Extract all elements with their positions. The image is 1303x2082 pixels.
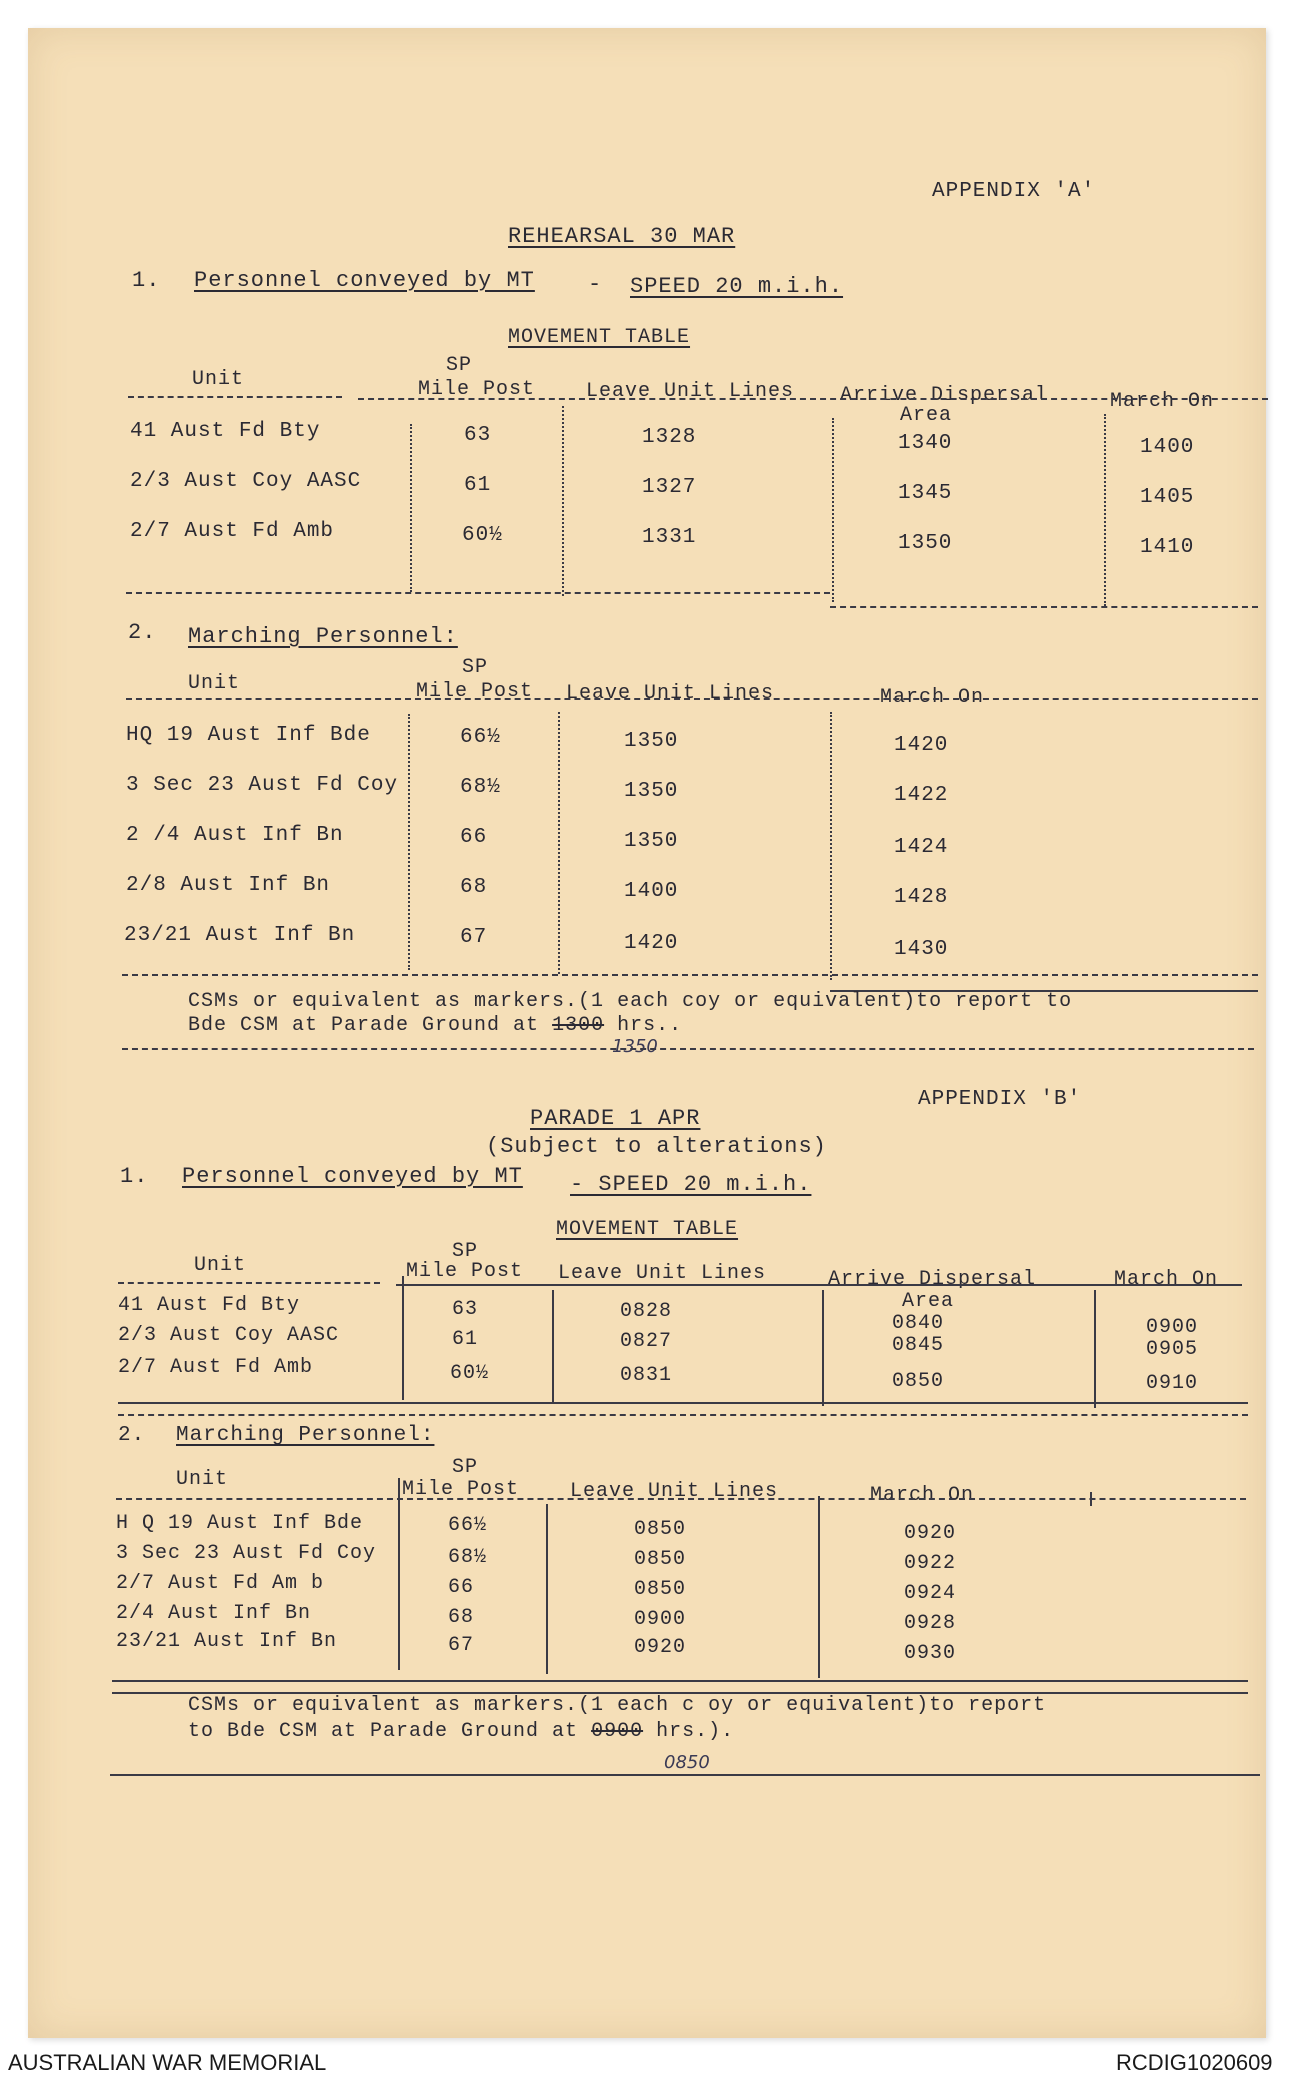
- a-s1-header-sp: SP: [446, 354, 473, 377]
- b-s2-col-sep-2: [546, 1504, 548, 1674]
- a-s1-row3-arrive: 1350: [898, 532, 953, 555]
- parade-heading: PARADE 1 APR: [530, 1106, 701, 1131]
- b-s2-row3-unit: 2/7 Aust Fd Am b: [116, 1572, 325, 1595]
- b-s2-row3-march: 0924: [904, 1582, 957, 1605]
- b-s1-row2-unit: 2/3 Aust Coy AASC: [118, 1324, 340, 1347]
- a-s2-row1-leave: 1350: [624, 730, 679, 753]
- a-s1-row2-march: 1405: [1140, 486, 1195, 509]
- b-s1-row3-unit: 2/7 Aust Fd Amb: [118, 1356, 314, 1379]
- b-s1-row2-mile: 61: [452, 1328, 479, 1351]
- a-s2-header-march-on: March On: [880, 686, 985, 709]
- a-s2-header-leave: Leave Unit Lines: [566, 682, 775, 705]
- a-s1-label: Personnel conveyed by MT: [194, 268, 535, 293]
- b-note-line2: [188, 1720, 734, 1743]
- a-s1-bottom-rule-2: [830, 606, 1258, 608]
- a-s1-header-mile-post: Mile Post: [418, 378, 536, 401]
- a-s1-row2-unit: 2/3 Aust Coy AASC: [130, 470, 362, 493]
- a-s2-header-sp: SP: [462, 656, 489, 679]
- a-s2-col-sep-1: [408, 714, 410, 970]
- b-s2-col-sep-4: [1090, 1492, 1092, 1506]
- a-s2-header-mile-post: Mile Post: [416, 680, 534, 703]
- a-s2-row1-unit: HQ 19 Aust Inf Bde: [126, 724, 371, 747]
- b-s2-row3-leave: 0850: [634, 1578, 687, 1601]
- b-s1-row1-mile: 63: [452, 1298, 479, 1321]
- b-s1-row3-mile: 60½: [450, 1362, 490, 1385]
- a-s1-row1-mile: 63: [464, 424, 492, 447]
- b-s1-number: 1.: [120, 1164, 149, 1189]
- footer-institution: AUSTRALIAN WAR MEMORIAL: [8, 2050, 327, 2075]
- b-s1-col-sep-4: [1094, 1290, 1096, 1408]
- b-s1-row2-arrive: 0845: [892, 1334, 945, 1357]
- a-s2-header-unit: Unit: [188, 672, 241, 695]
- a-s1-header-unit: Unit: [192, 368, 245, 391]
- a-s2-row2-mile: 68½: [460, 776, 501, 799]
- rehearsal-heading: REHEARSAL 30 MAR: [508, 224, 736, 249]
- b-s1-header-arrive: Arrive Dispersal: [828, 1268, 1037, 1291]
- a-s2-row3-leave: 1350: [624, 830, 679, 853]
- b-s2-row5-mile: 67: [448, 1634, 475, 1657]
- b-s2-header-mile-post: Mile Post: [402, 1478, 520, 1501]
- b-s1-col-sep-1: [402, 1276, 404, 1400]
- a-s2-row3-unit: 2 /4 Aust Inf Bn: [126, 824, 344, 847]
- a-s1-row2-leave: 1327: [642, 476, 697, 499]
- b-s1-col-sep-3: [822, 1290, 824, 1406]
- a-s2-row4-leave: 1400: [624, 880, 679, 903]
- a-s2-bottom-rule-1: [122, 974, 1258, 976]
- b-s1-col-sep-2: [552, 1290, 554, 1402]
- b-s1-header-leave: Leave Unit Lines: [558, 1262, 767, 1285]
- b-s2-header-sp: SP: [452, 1456, 479, 1479]
- b-s1-row1-march: 0900: [1146, 1316, 1199, 1339]
- a-s1-col-sep-1: [410, 424, 412, 592]
- a-s2-col-sep-2: [558, 712, 560, 974]
- b-s2-label: Marching Personnel:: [176, 1424, 435, 1447]
- a-s1-col-sep-3: [832, 418, 834, 602]
- b-s1-row2-leave: 0827: [620, 1330, 673, 1353]
- a-s1-speed: SPEED 20 m.i.h.: [630, 274, 844, 299]
- a-note-line1: CSMs or equivalent as markers.(1 each coy or equivalent)to report to: [188, 990, 1073, 1013]
- a-s1-number: 1.: [132, 268, 161, 293]
- b-s1-row2-march: 0905: [1146, 1338, 1199, 1361]
- a-s1-header-area: Area: [900, 404, 953, 427]
- a-note-line2-text: Bde CSM at Parade Ground at: [188, 1014, 540, 1037]
- b-s1-header-area: Area: [902, 1290, 955, 1313]
- b-s2-row2-leave: 0850: [634, 1548, 687, 1571]
- a-s2-row4-mile: 68: [460, 876, 488, 899]
- b-s1-header-rule-2: [396, 1284, 1242, 1286]
- b-s1-row1-arrive: 0840: [892, 1312, 945, 1335]
- b-s1-header-mile-post: Mile Post: [406, 1260, 524, 1283]
- a-s2-row2-unit: 3 Sec 23 Aust Fd Coy: [126, 774, 399, 797]
- a-movement-table-title: MOVEMENT TABLE: [508, 326, 691, 349]
- a-s2-row4-unit: 2/8 Aust Inf Bn: [126, 874, 331, 897]
- a-s1-row3-mile: 60½: [462, 524, 503, 547]
- a-s2-row5-march: 1430: [894, 938, 949, 961]
- a-s2-row5-leave: 1420: [624, 932, 679, 955]
- b-s2-row3-mile: 66: [448, 1576, 475, 1599]
- b-s2-row4-leave: 0900: [634, 1608, 687, 1631]
- b-s1-row1-leave: 0828: [620, 1300, 673, 1323]
- b-s1-speed: - SPEED 20 m.i.h.: [570, 1172, 812, 1197]
- b-s1-row1-unit: 41 Aust Fd Bty: [118, 1294, 301, 1317]
- a-s2-row3-march: 1424: [894, 836, 949, 859]
- a-note-handwritten-time: 1350: [612, 1036, 658, 1057]
- a-s1-dash: -: [588, 272, 603, 297]
- a-note-struck-time: 1300: [552, 1014, 605, 1037]
- a-s2-header-rule: [126, 698, 1258, 700]
- b-s1-header-unit: Unit: [194, 1254, 247, 1277]
- a-s1-header-rule-2: [358, 398, 1268, 400]
- a-s1-row1-arrive: 1340: [898, 432, 953, 455]
- a-s1-row1-leave: 1328: [642, 426, 697, 449]
- a-s2-row5-unit: 23/21 Aust Inf Bn: [124, 924, 356, 947]
- a-s1-col-sep-4: [1104, 414, 1106, 606]
- b-s2-number: 2.: [118, 1424, 146, 1447]
- a-s1-row1-unit: 41 Aust Fd Bty: [130, 420, 321, 443]
- b-s1-bottom-rule-1: [118, 1402, 1248, 1404]
- b-s2-header-rule: [116, 1498, 1246, 1500]
- appendix-b-title: APPENDIX 'B': [918, 1088, 1082, 1111]
- a-s1-col-sep-2: [562, 406, 564, 596]
- b-s2-row1-leave: 0850: [634, 1518, 687, 1541]
- a-s2-label: Marching Personnel:: [188, 624, 458, 649]
- b-s1-row3-arrive: 0850: [892, 1370, 945, 1393]
- b-s2-row1-march: 0920: [904, 1522, 957, 1545]
- a-s2-row1-mile: 66½: [460, 726, 501, 749]
- b-s2-row2-march: 0922: [904, 1552, 957, 1575]
- b-s2-col-sep-1: [398, 1478, 400, 1670]
- footer-record-id: RCDIG1020609: [1116, 2050, 1273, 2075]
- b-s1-row3-march: 0910: [1146, 1372, 1199, 1395]
- a-note-hrs: hrs..: [617, 1014, 683, 1037]
- a-s1-row3-leave: 1331: [642, 526, 697, 549]
- a-s1-header-rule-1: [128, 396, 342, 398]
- b-s1-header-march-on: March On: [1114, 1268, 1219, 1291]
- b-s1-header-rule-1: [118, 1282, 380, 1284]
- a-s1-row1-march: 1400: [1140, 436, 1195, 459]
- b-s2-row5-unit: 23/21 Aust Inf Bn: [116, 1630, 338, 1653]
- b-s2-header-leave: Leave Unit Lines: [570, 1480, 779, 1503]
- b-s1-row3-leave: 0831: [620, 1364, 673, 1387]
- b-s2-header-unit: Unit: [176, 1468, 229, 1491]
- b-note-struck-time: 0900: [591, 1720, 644, 1743]
- appendix-a-title: APPENDIX 'A': [932, 180, 1096, 203]
- b-s2-row2-unit: 3 Sec 23 Aust Fd Coy: [116, 1542, 377, 1565]
- b-s2-row4-unit: 2/4 Aust Inf Bn: [116, 1602, 312, 1625]
- b-note-line1: CSMs or equivalent as markers.(1 each c oy or equivalent)to report: [188, 1694, 1047, 1717]
- a-s2-col-sep-3: [830, 712, 832, 980]
- a-s2-row2-leave: 1350: [624, 780, 679, 803]
- a-s2-number: 2.: [128, 620, 157, 645]
- parade-subheading: (Subject to alterations): [486, 1134, 827, 1159]
- b-s2-row4-mile: 68: [448, 1606, 475, 1629]
- a-s1-row3-unit: 2/7 Aust Fd Amb: [130, 520, 335, 543]
- b-s1-bottom-rule-2: [118, 1414, 1248, 1416]
- b-s2-header-march-on: March On: [870, 1484, 975, 1507]
- a-s2-row5-mile: 67: [460, 926, 488, 949]
- a-s1-bottom-rule-1: [126, 592, 830, 594]
- a-s1-row2-arrive: 1345: [898, 482, 953, 505]
- b-s2-row5-leave: 0920: [634, 1636, 687, 1659]
- a-s1-header-leave: Leave Unit Lines: [586, 380, 795, 403]
- a-note-line2: [188, 1014, 682, 1037]
- b-s2-row1-mile: 66½: [448, 1514, 488, 1537]
- a-s1-row3-march: 1410: [1140, 536, 1195, 559]
- b-movement-table-title: MOVEMENT TABLE: [556, 1218, 739, 1241]
- a-s1-header-march-on: March On: [1110, 390, 1215, 413]
- b-s2-row1-unit: H Q 19 Aust Inf Bde: [116, 1512, 364, 1535]
- a-s2-row3-mile: 66: [460, 826, 488, 849]
- a-note-bottom-rule: [122, 1048, 1254, 1050]
- b-s2-bottom-rule-1: [112, 1680, 1248, 1682]
- a-s1-header-arrive: Arrive Dispersal: [840, 384, 1049, 407]
- b-note-handwritten-time: 0850: [664, 1752, 710, 1773]
- b-s1-header-sp: SP: [452, 1240, 479, 1263]
- b-note-bottom-rule: [110, 1774, 1260, 1776]
- b-s2-col-sep-3: [818, 1496, 820, 1678]
- b-s2-row5-march: 0930: [904, 1642, 957, 1665]
- b-note-hrs: hrs.).: [656, 1720, 735, 1743]
- b-s1-label: Personnel conveyed by MT: [182, 1164, 523, 1189]
- b-s2-row4-march: 0928: [904, 1612, 957, 1635]
- a-s1-row2-mile: 61: [464, 474, 492, 497]
- a-s2-row1-march: 1420: [894, 734, 949, 757]
- a-s2-row4-march: 1428: [894, 886, 949, 909]
- b-s2-row2-mile: 68½: [448, 1546, 488, 1569]
- b-note-line2-text: to Bde CSM at Parade Ground at: [188, 1720, 579, 1743]
- a-s2-row2-march: 1422: [894, 784, 949, 807]
